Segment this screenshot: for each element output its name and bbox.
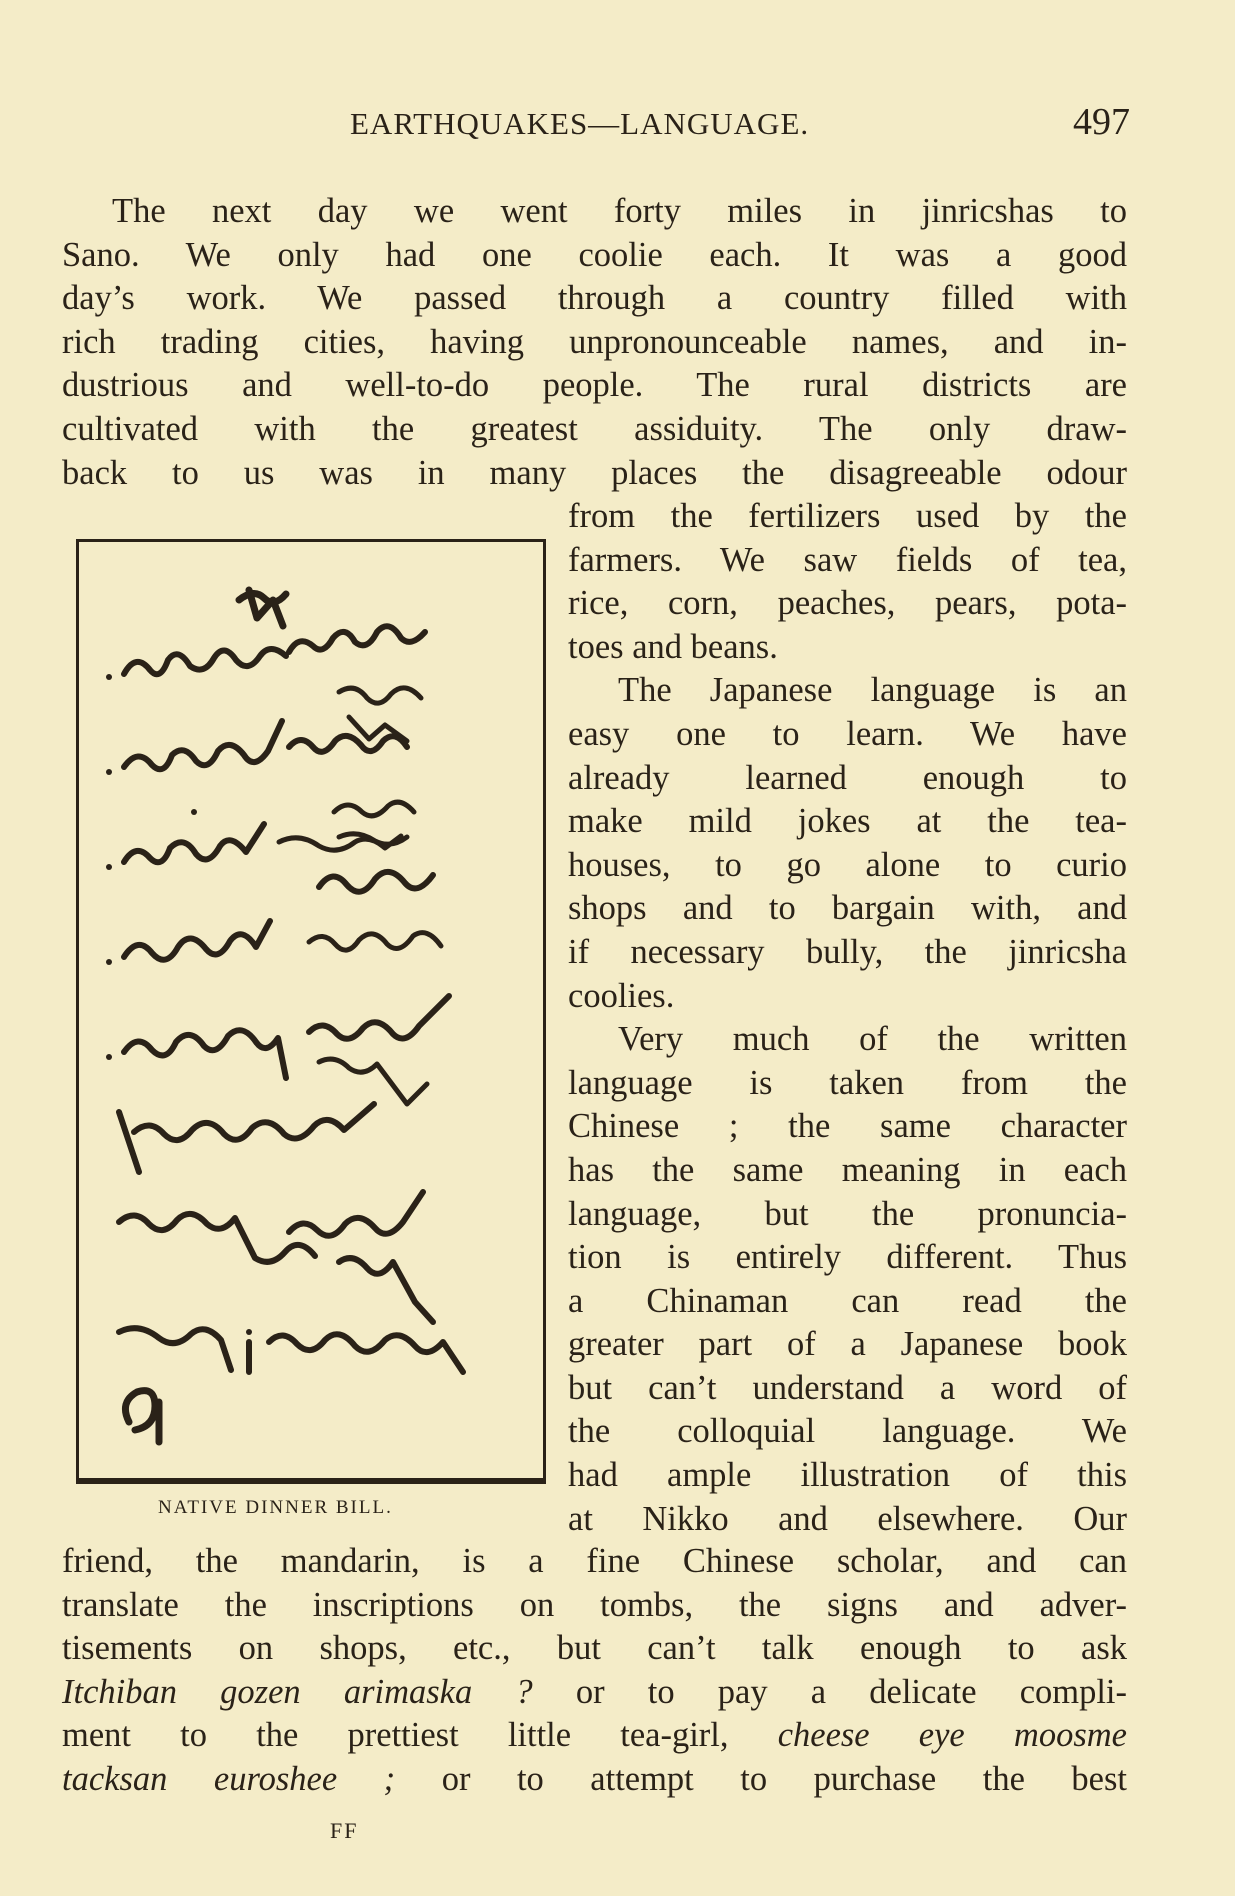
text-line: toes and beans.	[568, 627, 778, 666]
text-line: houses, to go alone to curio	[568, 845, 1127, 884]
text-line: easy one to learn. We have	[568, 714, 1127, 753]
page-header	[60, 100, 1130, 150]
text-line: cultivated with the greatest assiduity. The only draw-	[62, 409, 1127, 448]
text-line: Sano. We only had one coolie each. It was a good	[62, 235, 1127, 274]
text-fragment: ment to the prettiest little tea-girl,	[62, 1716, 778, 1755]
text-line: tisements on shops, etc., but can’t talk enough to ask	[62, 1629, 1127, 1668]
text-line: Very much of the written	[618, 1020, 1127, 1059]
text-fragment: or to pay a delicate compli-	[532, 1672, 1127, 1711]
right-column-text	[568, 495, 1127, 1541]
text-line: shops and to bargain with, and	[568, 889, 1127, 928]
text-line: rich trading cities, having unpronounceable names, and in-	[62, 322, 1127, 361]
text-line: Chinese ; the same character	[568, 1107, 1127, 1146]
text-line: greater part of a Japanese book	[568, 1325, 1127, 1364]
text-fragment: or to attempt to purchase the best	[395, 1759, 1127, 1798]
text-line: already learned enough to	[568, 758, 1127, 797]
figure-caption: NATIVE DINNER BILL.	[158, 1497, 393, 1518]
text-line: day’s work. We passed through a country filled with	[62, 279, 1127, 318]
text-line: if necessary bully, the jinricsha	[568, 932, 1127, 971]
calligraphy-illustration	[79, 542, 543, 1478]
text-line: make mild jokes at the tea-	[568, 802, 1127, 841]
italic-phrase: tacksan euroshee ;	[62, 1759, 396, 1798]
text-line	[62, 1671, 1127, 1715]
text-line: dustrious and well-to-do people. The rural districts are	[62, 366, 1127, 405]
signature-mark: FF	[330, 1818, 359, 1843]
text-line: a Chinaman can read the	[568, 1281, 1127, 1320]
text-line: tion is entirely different. Thus	[568, 1238, 1127, 1277]
italic-phrase: Itchiban gozen arimaska ?	[62, 1672, 533, 1711]
text-line: at Nikko and elsewhere. Our	[568, 1499, 1127, 1538]
text-line: from the fertilizers used by the	[568, 497, 1127, 535]
text-line: The next day we went forty miles in jinricshas to	[112, 192, 1127, 230]
text-line: coolies.	[568, 976, 675, 1015]
text-line: rice, corn, peaches, pears, pota-	[568, 584, 1127, 623]
page-number: 497	[1073, 101, 1130, 143]
figure-frame	[76, 539, 546, 1484]
text-line: the colloquial language. We	[568, 1412, 1127, 1451]
italic-phrase: cheese eye moosme	[777, 1716, 1127, 1755]
dinner-bill-figure	[68, 535, 553, 1518]
text-line: language is taken from the	[568, 1063, 1127, 1102]
text-line: but can’t understand a word of	[568, 1368, 1127, 1407]
closing-paragraph	[62, 1540, 1127, 1802]
text-line: farmers. We saw fields of tea,	[568, 540, 1127, 579]
opening-paragraph	[62, 190, 1127, 495]
text-line: back to us was in many places the disagreeable odour	[62, 453, 1127, 492]
text-line: language, but the pronuncia-	[568, 1194, 1127, 1233]
text-line: has the same meaning in each	[568, 1150, 1127, 1189]
text-line	[62, 1758, 1127, 1802]
text-line: translate the inscriptions on tombs, the signs and adver-	[62, 1585, 1127, 1624]
running-head: EARTHQUAKES—LANGUAGE.	[350, 106, 810, 141]
text-line: The Japanese language is an	[618, 671, 1127, 710]
text-line	[62, 1714, 1127, 1758]
text-line: friend, the mandarin, is a fine Chinese scholar, and can	[62, 1542, 1127, 1580]
text-line: had ample illustration of this	[568, 1456, 1127, 1495]
